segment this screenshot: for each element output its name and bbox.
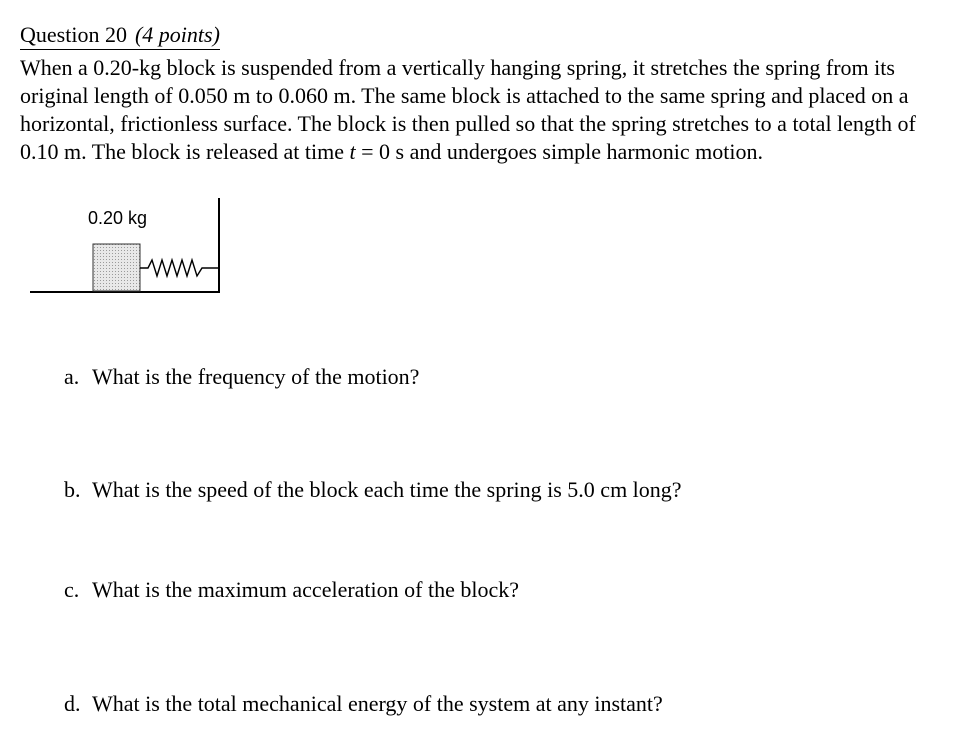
spring-block-diagram bbox=[28, 196, 228, 300]
problem-text-part1: When a 0.20-kg block is suspended from a vertically hanging spring, it stretches the spring from its original length of 0.050 m to 0.060 m. The same block is attached to the same spring and placed on a horizontal, frictionless surface. The block is then pulled so that the spring stretches to a total length of 0.10 m. The block is released at time bbox=[20, 55, 916, 164]
question-title: Question 20 bbox=[20, 22, 127, 47]
question-header bbox=[20, 21, 220, 50]
question-a-letter: a. bbox=[64, 364, 80, 389]
question-c-letter: c. bbox=[64, 577, 80, 602]
question-a-text: What is the frequency of the motion? bbox=[92, 364, 420, 389]
question-d bbox=[64, 690, 663, 718]
question-c bbox=[64, 576, 519, 604]
question-a bbox=[64, 363, 419, 391]
question-c-text: What is the maximum acceleration of the block? bbox=[92, 577, 520, 602]
question-d-letter: d. bbox=[64, 691, 81, 716]
question-points: (4 points) bbox=[134, 22, 220, 47]
mass-label: 0.20 kg bbox=[88, 208, 148, 228]
block bbox=[93, 244, 140, 291]
problem-statement bbox=[20, 54, 950, 166]
question-b bbox=[64, 476, 682, 504]
problem-text-part2: = 0 s and undergoes simple harmonic motion. bbox=[355, 139, 763, 164]
question-d-text: What is the total mechanical energy of the system at any instant? bbox=[92, 691, 663, 716]
question-b-text: What is the speed of the block each time the spring is 5.0 cm long? bbox=[92, 477, 682, 502]
question-b-letter: b. bbox=[64, 477, 81, 502]
spring bbox=[140, 260, 219, 276]
time-variable: t bbox=[349, 139, 356, 164]
